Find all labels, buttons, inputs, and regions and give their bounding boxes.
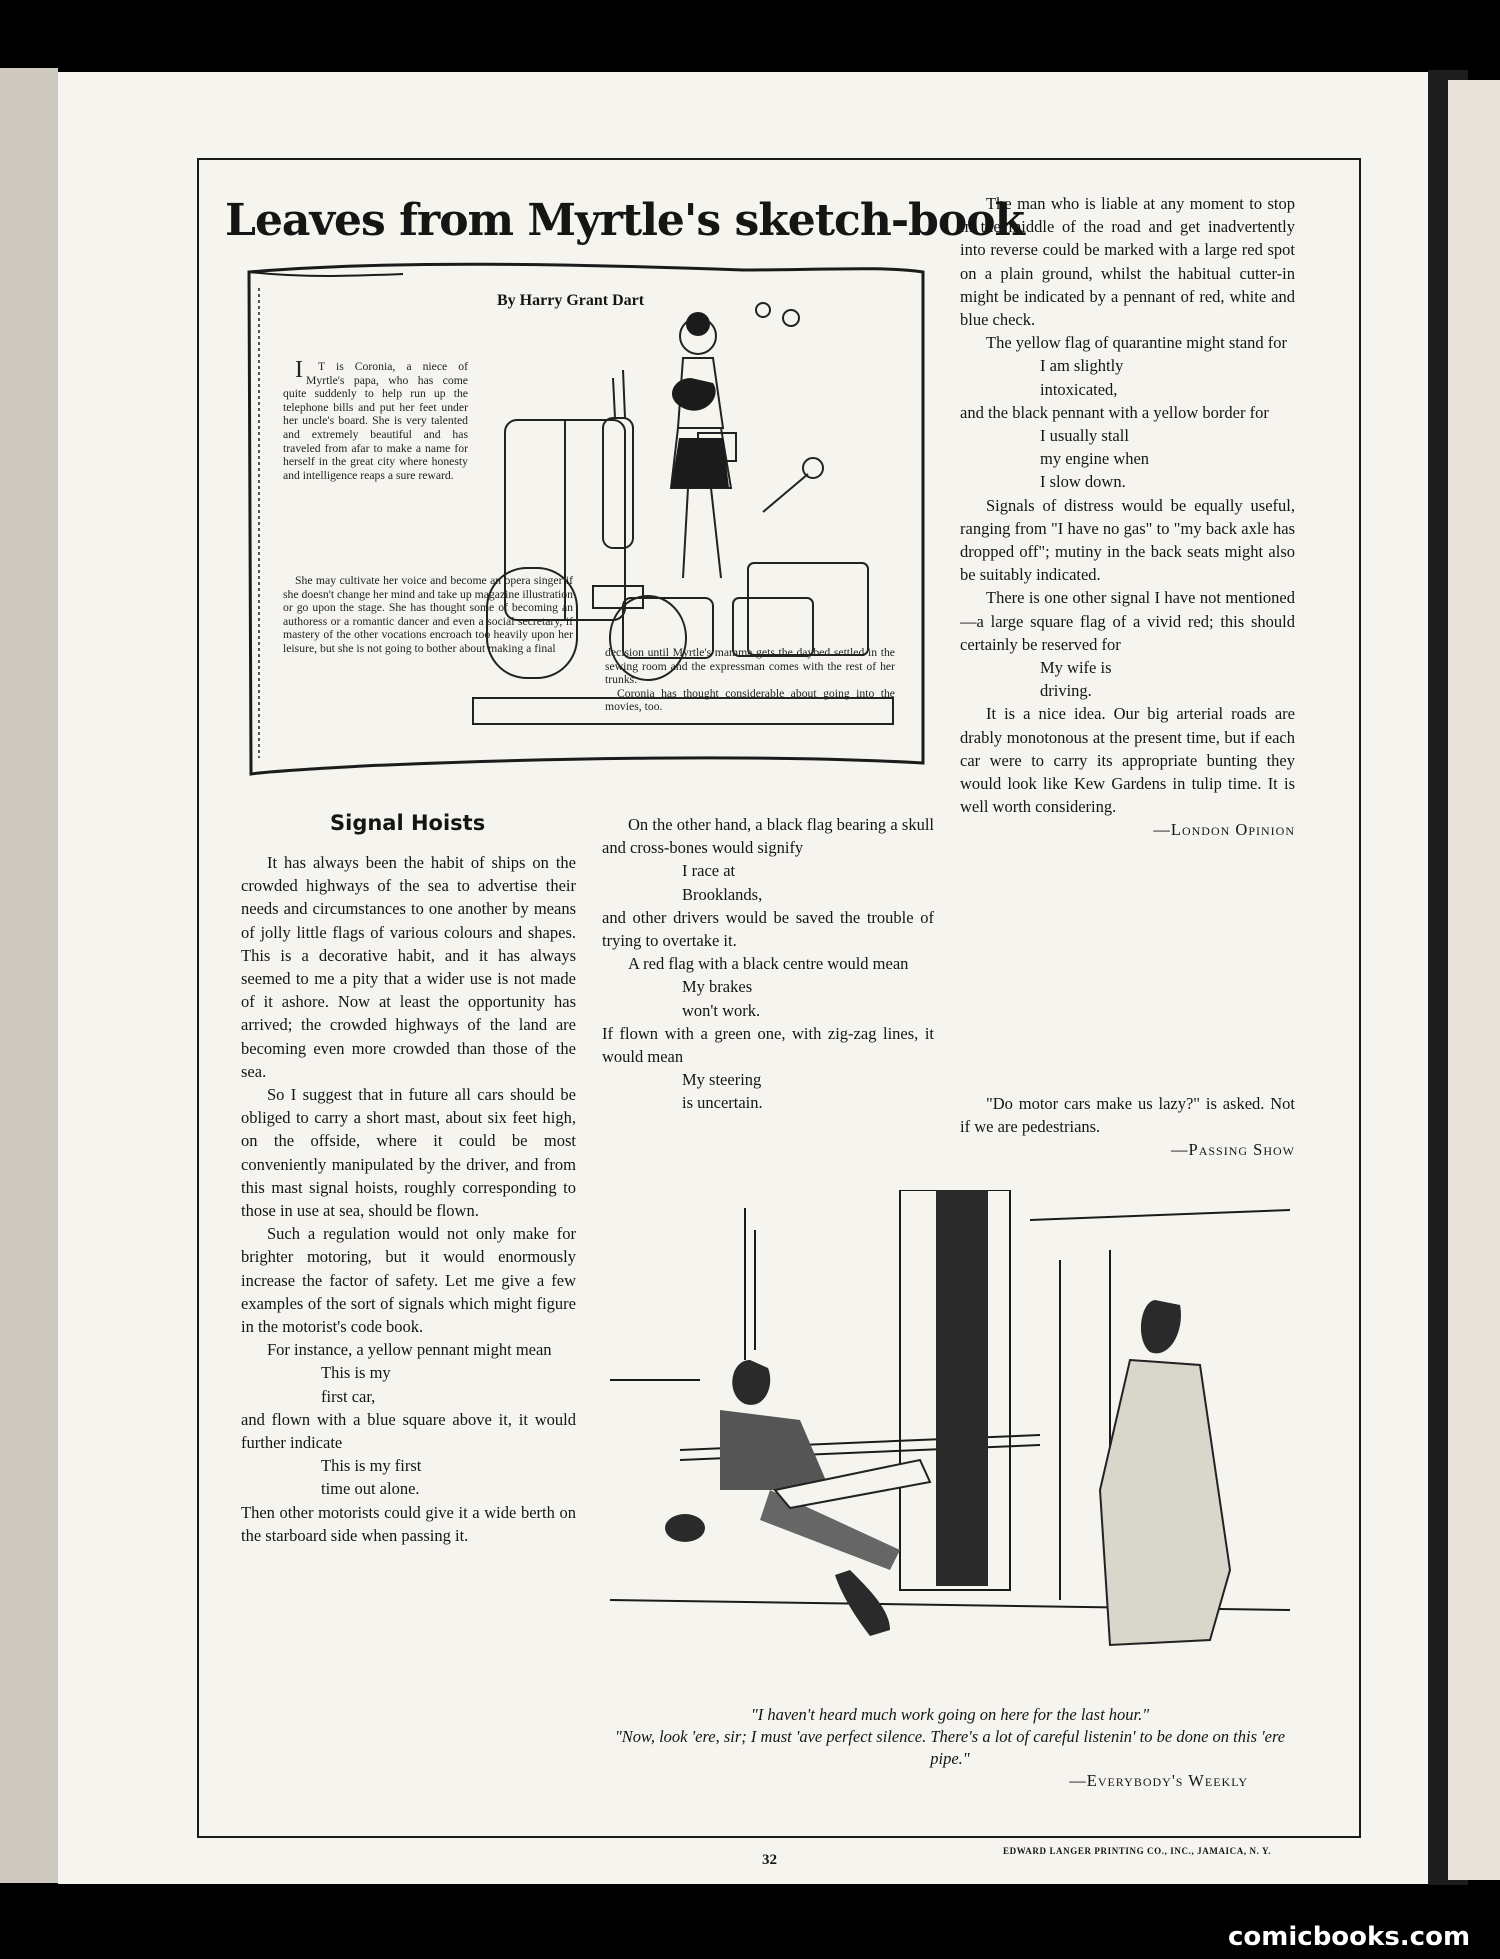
cartoon-illustration bbox=[590, 1190, 1310, 1694]
article-paragraph: Then other motorists could give it a wide berth on the starboard side when passing it. bbox=[241, 1502, 576, 1545]
page-number: 32 bbox=[762, 1852, 777, 1868]
page-headline: Leaves from Myrtle's sketch-book bbox=[225, 195, 1025, 246]
sketch-paragraph: decision until Myrtle's mamma gets the daybed settled in the sewing room and the expressman comes with the rest of her trunks. bbox=[605, 646, 895, 687]
caption-line-1: "I haven't heard much work going on here for the last hour." bbox=[750, 1705, 1150, 1724]
article-column-2 bbox=[602, 813, 934, 1115]
sketch-text-right bbox=[605, 646, 895, 714]
verse-line: first car, bbox=[321, 1386, 376, 1406]
verse-line: intoxicated, bbox=[1040, 379, 1118, 399]
verse-line: I am slightly bbox=[1040, 356, 1124, 376]
verse-line: I race at bbox=[682, 861, 736, 881]
sketch-paragraph: She may cultivate her voice and become an opera singer if she doesn't change her mind and take up magazine illustration or go upon the stage. She has thought some of becoming an authoress or a romantic dancer and even a social secretary, if mastery of the other vocations encroach too heavily upon her leisure, but she is not going to bother about making a final bbox=[283, 574, 573, 655]
cartoon-caption bbox=[610, 1704, 1290, 1792]
printer-credit: EDWARD LANGER PRINTING CO., INC., JAMAICA, N. Y. bbox=[1003, 1846, 1272, 1856]
article-paragraph: Such a regulation would not only make for brighter motoring, but it would enormously increase the factor of safety. Let me give a few examples of the sort of signals which might figure in the motorist's code book. bbox=[241, 1224, 576, 1337]
caption-credit: —Everybody's Weekly bbox=[1069, 1771, 1248, 1790]
source-credit: —London Opinion bbox=[1153, 820, 1295, 840]
site-watermark: comicbooks.com bbox=[1228, 1922, 1471, 1952]
byline: By Harry Grant Dart bbox=[497, 292, 645, 309]
article-paragraph: The man who is liable at any moment to stop in the middle of the road and get inadvertently into reverse could be marked with a large red spot on a plain ground, whilst the habitual cutter-in might be indicated by a pennant of red, white and blue check. bbox=[960, 194, 1295, 330]
verse-line: My wife is bbox=[1040, 658, 1112, 678]
caption-line-2: "Now, look 'ere, sir; I must 'ave perfect silence. There's a lot of careful listenin' to be done on this 'ere pipe." bbox=[614, 1727, 1286, 1768]
verse-line: I usually stall bbox=[1040, 426, 1129, 446]
article-paragraph: and flown with a blue square above it, it would further indicate bbox=[241, 1409, 576, 1453]
sketch-paragraph: Coronia has thought considerable about going into the movies, too. bbox=[605, 686, 895, 714]
article-paragraph: and other drivers would be saved the trouble of trying to overtake it. bbox=[602, 907, 934, 951]
next-page-edge bbox=[1448, 80, 1500, 1880]
article-paragraph: So I suggest that in future all cars should be obliged to carry a short mast, about six feet high, on the offside, where it could be most conveniently manipulated by the driver, and from this mast signal hoists, roughly corresponding to those in use at sea, should be flown. bbox=[241, 1085, 576, 1221]
article-paragraph: Signals of distress would be equally useful, ranging from "I have no gas" to "my back axle has dropped off"; mutiny in the back seats might also be suitably indicated. bbox=[960, 495, 1295, 585]
verse-line: my engine when bbox=[1040, 449, 1150, 469]
article-paragraph: It has always been the habit of ships on the crowded highways of the sea to advertise their needs and circumstances to one another by means of jolly little flags of various colours and shapes. This is a decorative habit, and it has always seemed to me a pity that a wider use is not made of it ashore. Now at least the opportunity has arrived; the crowded highways of the land are becoming even more crowded than those of the sea. bbox=[241, 853, 576, 1081]
verse-line: Brooklands, bbox=[682, 884, 763, 904]
article-column-1 bbox=[241, 851, 576, 1547]
article-paragraph: A red flag with a black centre would mean bbox=[628, 954, 909, 974]
lazy-quip-credit: —Passing Show bbox=[1171, 1140, 1295, 1160]
article-paragraph: If flown with a green one, with zig-zag lines, it would mean bbox=[602, 1023, 934, 1067]
verse-line: I slow down. bbox=[1040, 472, 1126, 492]
verse-line: time out alone. bbox=[321, 1479, 420, 1499]
article-paragraph: and the black pennant with a yellow border for bbox=[960, 402, 1269, 422]
verse-line: My brakes bbox=[682, 977, 753, 997]
book-left-edge bbox=[0, 68, 58, 1883]
verse-line: This is my bbox=[321, 1363, 391, 1383]
article-column-3 bbox=[960, 192, 1295, 842]
sketch-text-left-lower bbox=[283, 574, 573, 656]
section-title: Signal Hoists bbox=[330, 811, 486, 835]
sketch-paragraph: IT is Coronia, a niece of Myrtle's papa, who has come quite suddenly to help run up the telephone bills and put her feet under her uncle's board. She is very talented and extremely beautiful and has traveled from afar to make a name for herself in the great city where honesty and intelligence reaps a sure reward. bbox=[283, 357, 468, 482]
article-paragraph: On the other hand, a black flag bearing a skull and cross-bones would signify bbox=[602, 815, 934, 858]
verse-line: driving. bbox=[1040, 681, 1092, 701]
verse-line: This is my first bbox=[321, 1456, 422, 1476]
lazy-quip-text: "Do motor cars make us lazy?" is asked. Not if we are pedestrians. bbox=[960, 1094, 1295, 1137]
verse-line: is uncertain. bbox=[682, 1093, 763, 1113]
sketch-text-left bbox=[283, 357, 468, 482]
article-paragraph: It is a nice idea. Our big arterial roads are drably monotonous at the present time, but if each car were to carry its appropriate bunting they would look like Kew Gardens in tulip time. It is well worth considering. bbox=[960, 704, 1295, 817]
article-paragraph: For instance, a yellow pennant might mean bbox=[267, 1340, 552, 1360]
lazy-quip bbox=[960, 1092, 1295, 1162]
article-paragraph: The yellow flag of quarantine might stand for bbox=[986, 333, 1288, 353]
article-paragraph: There is one other signal I have not mentioned—a large square flag of a vivid red; this should certainly be reserved for bbox=[960, 588, 1295, 654]
verse-line: My steering bbox=[682, 1070, 762, 1090]
verse-line: won't work. bbox=[682, 1000, 761, 1020]
